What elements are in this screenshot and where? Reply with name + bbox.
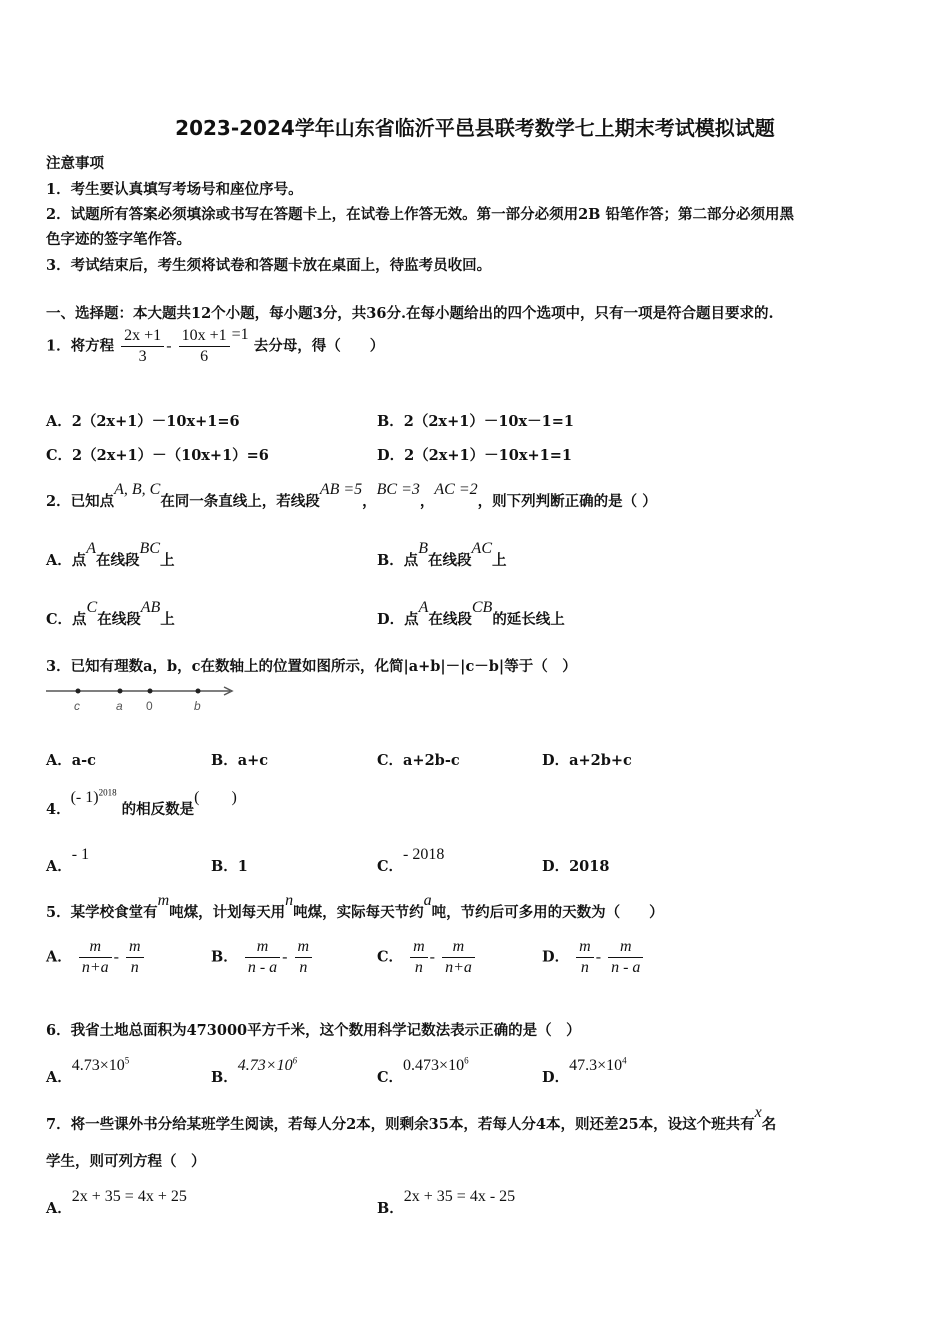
q7-option-a[interactable]: A．2x + 35 = 4x + 25 (46, 1188, 187, 1217)
q6-option-c[interactable]: C．$0.473\times 10^6$ (377, 1055, 469, 1086)
question-2: 2．已知点A, B, C在同一条直线上，若线段AB =5，BC =3，AC =2，则下列判断正确的是（ ） (46, 481, 657, 510)
question-7-cont: 学生，则可列方程（ ） (46, 1153, 206, 1170)
q6-option-d[interactable]: D．$47.3\times 10^4$ (542, 1055, 627, 1086)
label-zero: 0 (146, 699, 153, 713)
q6-option-a[interactable]: A．$4.73\times 10^5$ (46, 1055, 130, 1086)
q1-option-a[interactable]: A．2（2x+1）－10x+1=6 (46, 413, 240, 430)
point-b (196, 689, 201, 694)
q3-option-d[interactable]: D．a+2b+c (542, 752, 632, 769)
q5-option-d[interactable]: D． $\frac{m}{n}$ - $\frac{m}{n - a}$ (542, 937, 645, 978)
q1-equals: =1 (231, 325, 249, 343)
q3-option-a[interactable]: A．a-c (46, 752, 96, 769)
point-c (76, 689, 81, 694)
question-4: 4．(- 1)$^{2018}$ 的相反数是( ) (46, 787, 237, 818)
q1-fraction-1: $\frac{2x +1}{3}$ (121, 326, 164, 367)
q4-option-d[interactable]: D．2018 (542, 858, 610, 875)
notice-heading: 注意事项 (46, 155, 104, 172)
q2-option-a[interactable]: A．点A在线段BC上 (46, 540, 175, 569)
question-3: 3．已知有理数a，b，c在数轴上的位置如图所示，化简|a+b|－|c－b|等于（ ） (46, 658, 577, 675)
q1-option-d[interactable]: D．2（2x+1）－10x+1=1 (377, 447, 572, 464)
q6-option-b[interactable]: B．$4.73\times 10^6$ (211, 1055, 298, 1086)
question-6: 6．我省土地总面积为473000平方千米，这个数用科学记数法表示正确的是（ ） (46, 1022, 581, 1039)
q4-power: (- 1)$^{2018}$ (70, 787, 117, 806)
q7-option-b[interactable]: B．2x + 35 = 4x - 25 (377, 1188, 516, 1217)
question-5: 5．某学校食堂有m吨煤，计划每天用n吨煤，实际每天节约a吨，节约后可多用的天数为（ ） (46, 892, 664, 921)
q1-option-c[interactable]: C．2（2x+1）－（10x+1）=6 (46, 447, 269, 464)
q2-option-b[interactable]: B．点B在线段AC上 (377, 540, 507, 569)
point-zero (148, 689, 153, 694)
q4-option-a[interactable]: A．- 1 (46, 846, 90, 875)
q2-option-d[interactable]: D．点A在线段CB的延长线上 (377, 599, 565, 628)
q5-option-b[interactable]: B． $\frac{m}{n - a}$ - $\frac{m}{n}$ (211, 937, 314, 978)
label-c: c (74, 699, 80, 713)
q1-prefix: 1．将方程 (46, 337, 115, 355)
q5-option-c[interactable]: C． $\frac{m}{n}$ - $\frac{m}{n+a}$ (377, 937, 477, 978)
page-title: 2023-2024学年山东省临沂平邑县联考数学七上期末考试模拟试题 (175, 116, 775, 140)
q1-option-b[interactable]: B．2（2x+1）－10x－1=1 (377, 413, 574, 430)
q5-option-a[interactable]: A． $\frac{m}{n+a}$ - $\frac{m}{n}$ (46, 937, 146, 978)
notice-item-1: 1．考生要认真填写考场号和座位序号。 (46, 181, 303, 198)
q4-option-c[interactable]: C．- 2018 (377, 846, 445, 875)
q4-option-b[interactable]: B．1 (211, 858, 248, 875)
q2-option-c[interactable]: C．点C在线段AB上 (46, 599, 175, 628)
label-b: b (194, 699, 201, 713)
label-a: a (116, 699, 123, 713)
q3-option-b[interactable]: B．a+c (211, 752, 269, 769)
question-1: 1．将方程 $\frac{2x +1}{3}$ - $\frac{10x +1}{6}$ =1 去分母，得（ ） (46, 325, 385, 365)
section-heading: 一、选择题：本大题共12个小题，每小题3分，共36分.在每小题给出的四个选项中，只有一项是符合题目要求的. (46, 305, 774, 322)
notice-item-2: 2．试题所有答案必须填涂或书写在答题卡上，在试卷上作答无效。第一部分必须用2B 铅笔作答；第二部分必须用黑 (46, 206, 794, 223)
number-line-figure (44, 683, 244, 715)
notice-item-2-cont: 色字迹的签字笔作答。 (46, 231, 191, 248)
q1-fraction-2: $\frac{10x +1}{6}$ (179, 326, 230, 367)
q1-suffix: 去分母，得（ ） (253, 337, 385, 355)
question-7: 7．将一些课外书分给某班学生阅读，若每人分2本，则剩余35本，若每人分4本，则还差25本，设这个班共有x名 (46, 1104, 777, 1133)
notice-item-3: 3．考试结束后，考生须将试卷和答题卡放在桌面上，待监考员收回。 (46, 257, 492, 274)
point-a (118, 689, 123, 694)
q3-option-c[interactable]: C．a+2b-c (377, 752, 460, 769)
